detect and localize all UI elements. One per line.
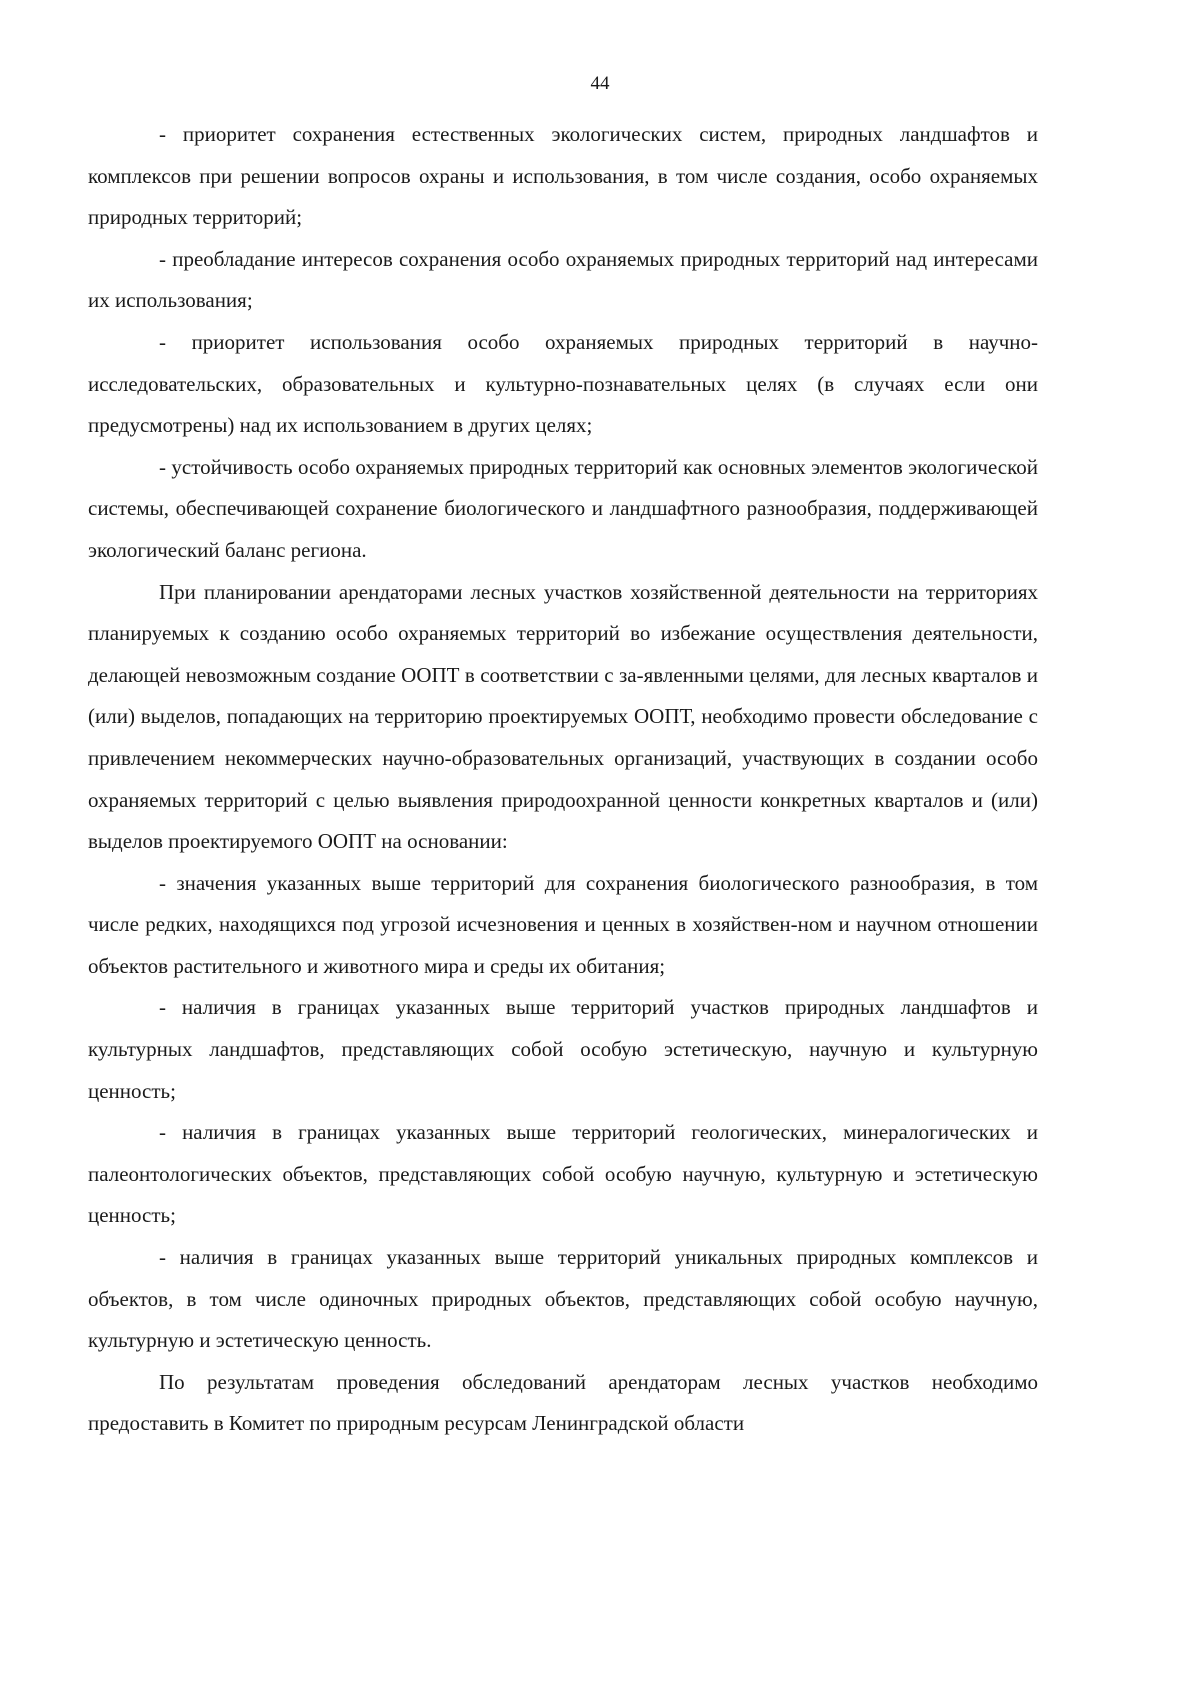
paragraph-biodiversity-value: - значения указанных выше территорий для сохранения биологического разнообразия, в том числе редких, находящихся под угрозой исчезновения и ценных в хозяйствен-ном и научном отношении объектов растительного и животного мира и среды их обитания;	[88, 870, 1038, 978]
paragraph-sustainability: - устойчивость особо охраняемых природных территорий как основных элементов экологической системы, обеспечивающей сохранение биологического и ландшафтного разнообразия, поддерживающей экологический баланс региона.	[88, 454, 1038, 562]
paragraph-unique-complexes: - наличия в границах указанных выше территорий уникальных природных комплексов и объектов, в том числе одиночных природных объектов, представляющих собой особую научную, культурную и эстетическую ценность.	[88, 1245, 1038, 1353]
paragraph-preservation-interests: - преобладание интересов сохранения особо охраняемых природных территорий над интересами их использования;	[88, 246, 1038, 313]
paragraph-planning-survey: При планировании арендаторами лесных участков хозяйственной деятельности на территориях планируемых к созданию особо охраняемых территорий во избежание осуществления деятельности, делающей невозможным создание ООПТ в соответствии с за-явленными целями, для лесных кварталов и (или) выделов, попадающих на территорию проектируемых ООПТ, необходимо провести обследование с привлечением некоммерческих научно-образовательных организаций, участвующих в создании особо охраняемых территорий с целью выявления природоохранной ценности конкретных кварталов и (или) выделов проектируемого ООПТ на основании:	[88, 579, 1038, 854]
paragraph-priority-scientific-use: - приоритет использования особо охраняемых природных территорий в научно-исследовательских, образовательных и культурно-познавательных целях (в случаях если они предусмотрены) над их использованием в других целях;	[88, 329, 1038, 438]
page-number: 44	[590, 73, 610, 94]
paragraph-geological-objects: - наличия в границах указанных выше территорий геологических, минералогических и палеонтологических объектов, представляющих собой особую научную, культурную и эстетическую ценность;	[88, 1120, 1038, 1228]
paragraph-priority-preservation: - приоритет сохранения естественных экологических систем, природных ландшафтов и комплексов при решении вопросов охраны и использования, в том числе создания, особо охраняемых природных территорий;	[88, 122, 1038, 230]
paragraph-survey-results: По результатам проведения обследований арендаторам лесных участков необходимо предоставить в Комитет по природным ресурсам Ленинградской области	[88, 1369, 1038, 1436]
paragraph-landscapes: - наличия в границах указанных выше территорий участков природных ландшафтов и культурных ландшафтов, представляющих собой особую эстетическую, научную и культурную ценность;	[88, 995, 1038, 1103]
document-body	[88, 114, 1038, 1445]
